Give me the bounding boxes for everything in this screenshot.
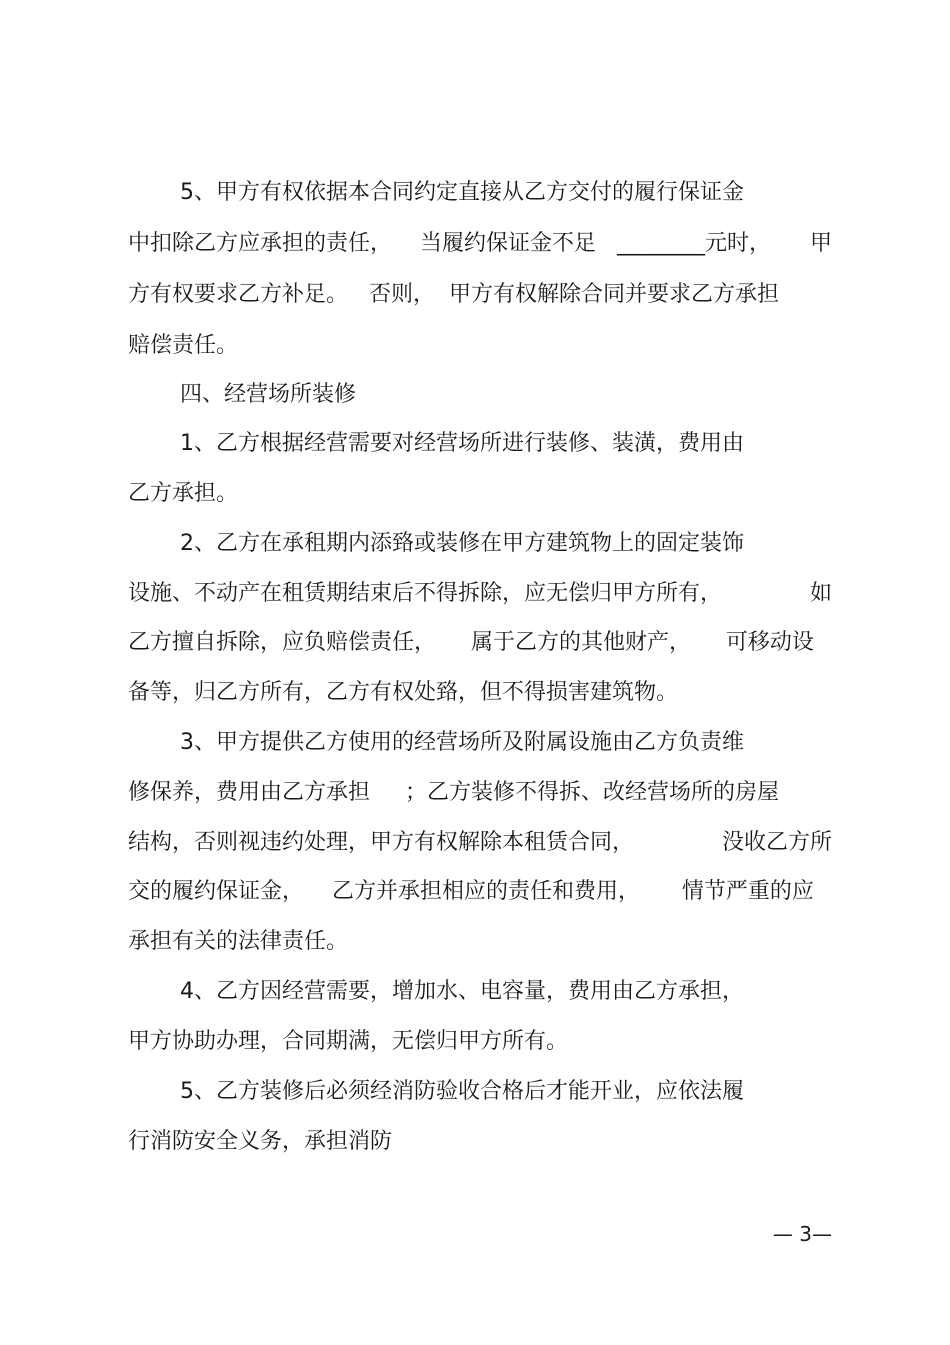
paragraph-line-end: 如 bbox=[809, 581, 832, 606]
paragraph-line: 乙方承担。 bbox=[128, 481, 239, 506]
paragraph-line: 设施、不动产在租赁期结束后不得拆除，应无偿归甲方所有， bbox=[128, 581, 723, 606]
paragraph-line: 3、甲方提供乙方使用的经营场所及附属设施由乙方负责维 bbox=[180, 730, 744, 755]
section-heading: 四、经营场所装修 bbox=[180, 382, 357, 407]
paragraph-line: 2、乙方在承租期内添臵或装修在甲方建筑物上的固定装饰 bbox=[180, 531, 744, 556]
paragraph-line-end: 没收乙方所 bbox=[721, 830, 832, 855]
paragraph-line: 交的履约保证金， 乙方并承担相应的责任和费用， 情节严重的应 bbox=[128, 879, 814, 904]
paragraph-line: 方有权要求乙方补足。 否则， 甲方有权解除合同并要求乙方承担 bbox=[128, 282, 779, 307]
paragraph-line: 修保养，费用由乙方承担 ；乙方装修不得拆、改经营场所的房屋 bbox=[128, 780, 779, 805]
paragraph-line-end: 甲 bbox=[809, 231, 832, 256]
paragraph-line: 赔偿责任。 bbox=[128, 333, 239, 358]
paragraph-line: 结构，否则视违约处理，甲方有权解除本租赁合同， bbox=[128, 830, 635, 855]
paragraph-line: 中扣除乙方应承担的责任， 当履约保证金不足 ________元时， bbox=[128, 231, 771, 256]
paragraph-line: 甲方协助办理，合同期满，无偿归甲方所有。 bbox=[128, 1029, 569, 1054]
paragraph-line: 1、乙方根据经营需要对经营场所进行装修、装潢，费用由 bbox=[180, 431, 744, 456]
paragraph-line: 5、乙方装修后必须经消防验收合格后才能开业，应依法履 bbox=[180, 1079, 744, 1104]
paragraph-line: 5、甲方有权依据本合同约定直接从乙方交付的履行保证金 bbox=[180, 180, 744, 205]
paragraph-line: 承担有关的法律责任。 bbox=[128, 929, 349, 954]
paragraph-line: 行消防安全义务，承担消防 bbox=[128, 1129, 393, 1154]
paragraph-line: 4、乙方因经营需要，增加水、电容量，费用由乙方承担， bbox=[180, 979, 744, 1004]
paragraph-line: 备等，归乙方所有，乙方有权处臵，但不得损害建筑物。 bbox=[128, 680, 679, 705]
page-number: — 3— bbox=[772, 1222, 832, 1246]
paragraph-line: 乙方擅自拆除，应负赔偿责任， 属于乙方的其他财产， 可移动设 bbox=[128, 630, 814, 655]
